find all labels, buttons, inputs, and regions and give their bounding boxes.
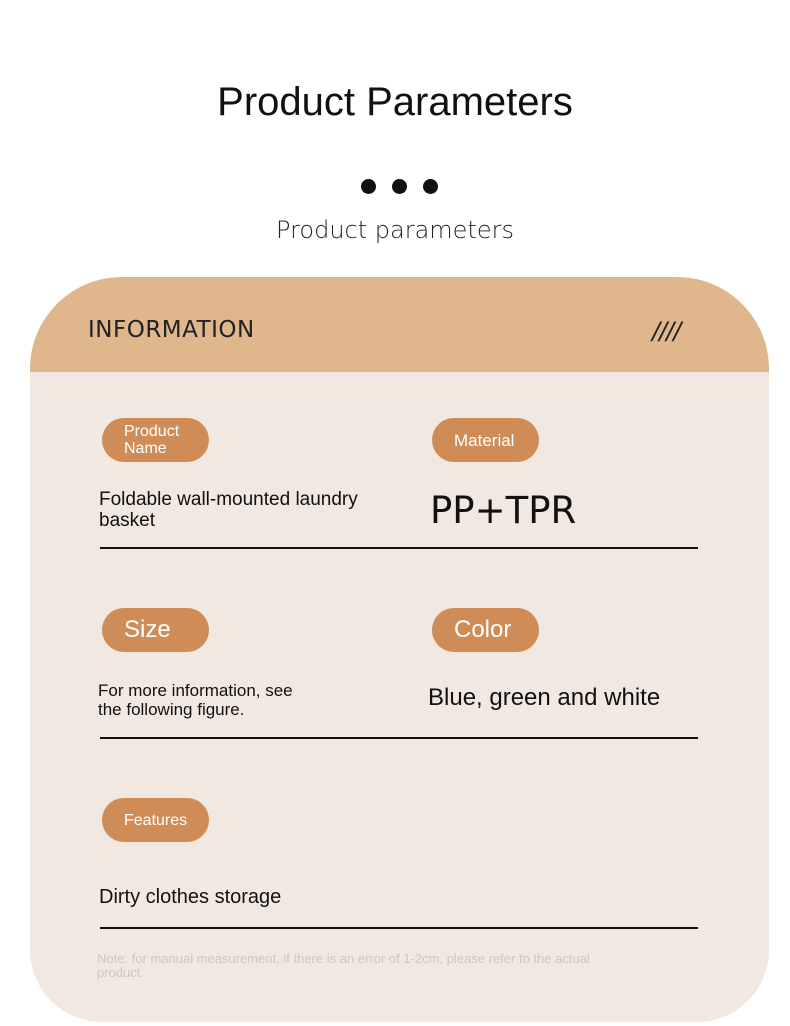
color-label: Color [454,616,512,643]
card-heading: INFORMATION [88,317,255,343]
material-value: PP+TPR [430,489,577,532]
dot [392,179,407,194]
dot [423,179,438,194]
product-name-pill [102,418,209,462]
measurement-note: Note: for manual measurement, if there is an error of 1-2cm, please refer to the actual product. [97,951,590,980]
features-pill [102,798,209,842]
size-pill [102,608,209,652]
material-label: Material [454,430,515,450]
card-header [30,277,769,372]
material-pill [432,418,539,462]
color-pill [432,608,539,652]
page-title: Product Parameters [217,80,573,124]
product-name-value: Foldable wall-mounted laundry basket [99,489,358,531]
features-value: Dirty clothes storage [99,886,282,908]
dot [361,179,376,194]
size-value: For more information, see the following figure. [98,681,293,719]
row-divider [100,547,698,549]
size-label: Size [124,616,171,643]
row-divider [100,737,698,739]
product-name-label: Product Name [124,423,180,457]
slash-decoration: //// [652,317,681,345]
color-value: Blue, green and white [428,684,661,711]
dots-divider [361,179,438,194]
page-subtitle: Product parameters [276,216,514,244]
row-divider [100,927,698,929]
features-label: Features [124,811,188,829]
info-card [30,277,769,1022]
